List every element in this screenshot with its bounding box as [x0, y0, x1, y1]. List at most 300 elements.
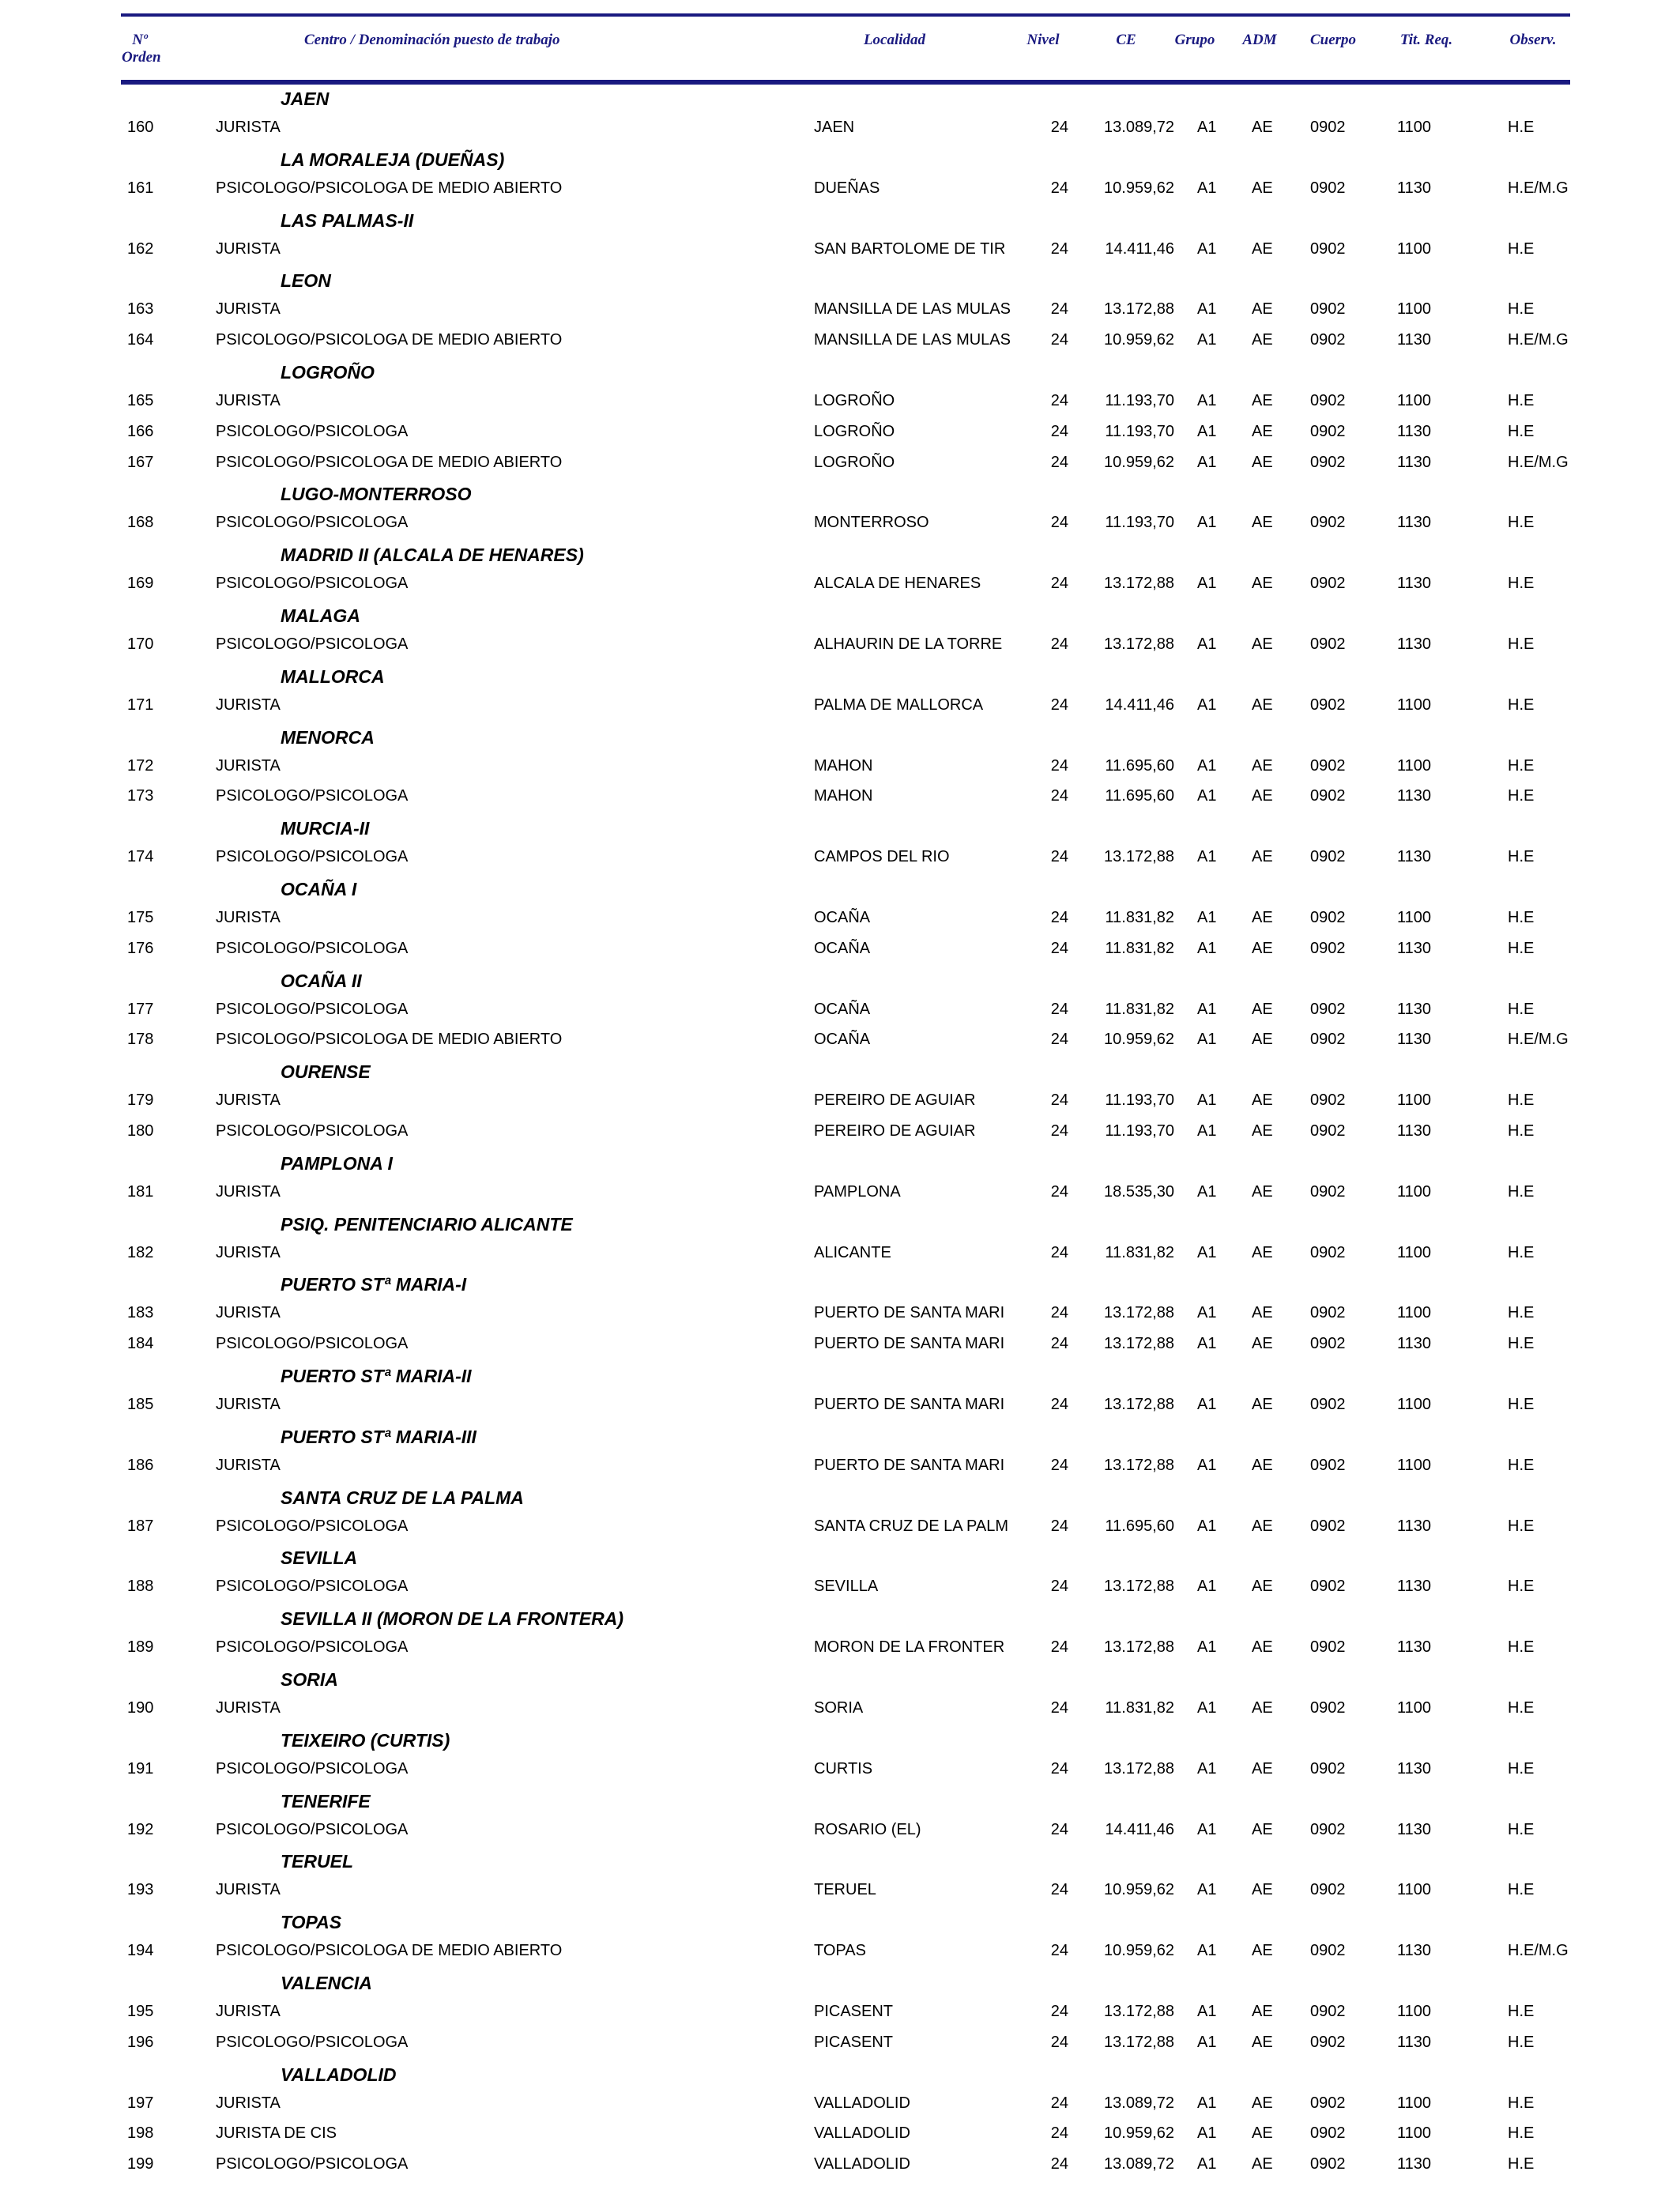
- center-name: LOGROÑO: [281, 362, 375, 383]
- adm-cell: AE: [1252, 939, 1273, 957]
- ce-cell: 13.172,88: [1104, 300, 1174, 319]
- adm-cell: AE: [1252, 575, 1273, 593]
- denominacion-cell: PSICOLOGO/PSICOLOGA DE MEDIO ABIERTO: [216, 1942, 563, 1960]
- tit-req-cell: 1100: [1397, 756, 1432, 775]
- center-name: OCAÑA I: [281, 879, 357, 899]
- nivel-cell: 24: [1050, 575, 1068, 593]
- observ-cell: H.E: [1508, 392, 1535, 409]
- observ-cell: H.E/M.G: [1508, 331, 1569, 349]
- ce-cell: 13.172,88: [1104, 1456, 1174, 1474]
- cuerpo-cell: 0902: [1310, 1335, 1346, 1353]
- orden-number: 191: [127, 1759, 154, 1777]
- orden-number: 162: [127, 239, 154, 258]
- tit-req-cell: 1100: [1397, 119, 1432, 136]
- nivel-cell: 24: [1050, 119, 1068, 136]
- nivel-cell: 24: [1050, 2124, 1068, 2143]
- nivel-cell: 24: [1050, 1456, 1068, 1474]
- adm-cell: AE: [1252, 1699, 1273, 1717]
- cuerpo-cell: 0902: [1310, 1638, 1346, 1657]
- ce-cell: 11.831,82: [1105, 1243, 1174, 1261]
- grupo-cell: A1: [1197, 1699, 1217, 1717]
- denominacion-cell: JURISTA: [216, 1243, 281, 1261]
- orden-number: 179: [127, 1091, 154, 1110]
- tit-req-cell: 1130: [1397, 1578, 1432, 1596]
- grupo-cell: A1: [1197, 696, 1217, 714]
- grupo-cell: A1: [1197, 1182, 1217, 1201]
- denominacion-cell: JURISTA: [216, 696, 281, 714]
- observ-cell: H.E: [1508, 2094, 1535, 2112]
- cuerpo-cell: 0902: [1310, 1820, 1346, 1838]
- orden-number: 195: [127, 2003, 154, 2020]
- nivel-cell: 24: [1050, 2033, 1068, 2051]
- grupo-cell: A1: [1197, 909, 1217, 926]
- adm-cell: AE: [1252, 635, 1273, 653]
- observ-cell: H.E: [1508, 848, 1535, 866]
- denominacion-cell: JURISTA: [216, 1881, 281, 1899]
- denominacion-cell: PSICOLOGO/PSICOLOGA: [216, 2155, 409, 2173]
- grupo-cell: A1: [1197, 635, 1217, 653]
- adm-cell: AE: [1252, 1942, 1273, 1960]
- grupo-cell: A1: [1197, 392, 1217, 409]
- denominacion-cell: PSICOLOGO/PSICOLOGA DE MEDIO ABIERTO: [216, 453, 563, 471]
- ce-cell: 11.831,82: [1105, 1000, 1174, 1018]
- nivel-cell: 24: [1050, 1091, 1068, 1110]
- localidad-cell: PUERTO DE SANTA MARI: [814, 1304, 1005, 1322]
- header-tit-req: Tit. Req.: [1399, 32, 1453, 48]
- adm-cell: AE: [1252, 239, 1273, 258]
- ce-cell: 11.831,82: [1105, 939, 1174, 957]
- localidad-cell: OCAÑA: [814, 1031, 871, 1049]
- localidad-cell: LOGROÑO: [814, 422, 895, 440]
- localidad-cell: SAN BARTOLOME DE TIR: [814, 239, 1006, 258]
- adm-cell: AE: [1252, 1243, 1273, 1261]
- cuerpo-cell: 0902: [1310, 239, 1346, 258]
- cuerpo-cell: 0902: [1310, 2094, 1346, 2112]
- observ-cell: H.E: [1508, 1243, 1535, 1261]
- tit-req-cell: 1130: [1397, 179, 1432, 197]
- observ-cell: H.E: [1508, 1638, 1535, 1657]
- localidad-cell: VALLADOLID: [814, 2155, 910, 2173]
- orden-number: 189: [127, 1638, 154, 1657]
- localidad-cell: TERUEL: [814, 1881, 876, 1899]
- observ-cell: H.E/M.G: [1508, 1942, 1569, 1960]
- nivel-cell: 24: [1050, 453, 1068, 471]
- cuerpo-cell: 0902: [1310, 1182, 1346, 1201]
- orden-number: 194: [127, 1942, 154, 1960]
- observ-cell: H.E: [1508, 514, 1535, 532]
- tit-req-cell: 1100: [1397, 1091, 1432, 1110]
- denominacion-cell: PSICOLOGO/PSICOLOGA DE MEDIO ABIERTO: [216, 331, 563, 349]
- localidad-cell: PUERTO DE SANTA MARI: [814, 1456, 1005, 1474]
- center-name: OURENSE: [281, 1061, 371, 1083]
- tit-req-cell: 1130: [1397, 422, 1432, 440]
- denominacion-cell: PSICOLOGO/PSICOLOGA DE MEDIO ABIERTO: [216, 179, 563, 197]
- orden-number: 171: [127, 696, 154, 714]
- ce-cell: 13.172,88: [1104, 848, 1174, 866]
- tit-req-cell: 1130: [1397, 848, 1432, 866]
- grupo-cell: A1: [1197, 1122, 1217, 1140]
- ce-cell: 11.193,70: [1105, 514, 1174, 532]
- localidad-cell: CAMPOS DEL RIO: [814, 848, 950, 866]
- observ-cell: H.E: [1508, 787, 1535, 805]
- adm-cell: AE: [1252, 1122, 1273, 1140]
- grupo-cell: A1: [1197, 2124, 1217, 2143]
- adm-cell: AE: [1252, 1000, 1273, 1018]
- nivel-cell: 24: [1050, 392, 1068, 409]
- adm-cell: AE: [1252, 1517, 1273, 1535]
- nivel-cell: 24: [1050, 1000, 1068, 1018]
- nivel-cell: 24: [1050, 1243, 1068, 1261]
- localidad-cell: PICASENT: [814, 2033, 894, 2051]
- ce-cell: 11.831,82: [1105, 909, 1174, 926]
- denominacion-cell: JURISTA: [216, 392, 281, 409]
- tit-req-cell: 1100: [1397, 2124, 1432, 2143]
- localidad-cell: SORIA: [814, 1699, 864, 1717]
- center-name: LUGO-MONTERROSO: [281, 484, 472, 505]
- orden-number: 174: [127, 848, 154, 866]
- cuerpo-cell: 0902: [1310, 392, 1346, 409]
- cuerpo-cell: 0902: [1310, 331, 1346, 349]
- denominacion-cell: PSICOLOGO/PSICOLOGA DE MEDIO ABIERTO: [216, 1031, 563, 1049]
- nivel-cell: 24: [1050, 756, 1068, 775]
- grupo-cell: A1: [1197, 453, 1217, 471]
- ce-cell: 14.411,46: [1105, 696, 1174, 714]
- tit-req-cell: 1100: [1397, 392, 1432, 409]
- observ-cell: H.E: [1508, 2155, 1535, 2173]
- center-name: MALAGA: [281, 605, 360, 626]
- header-observ: Observ.: [1509, 32, 1557, 48]
- orden-number: 176: [127, 939, 154, 957]
- localidad-cell: ALCALA DE HENARES: [814, 575, 981, 593]
- center-name: TERUEL: [281, 1851, 353, 1872]
- center-name: VALENCIA: [281, 1973, 372, 1993]
- tit-req-cell: 1100: [1397, 1182, 1432, 1201]
- ce-cell: 13.172,88: [1104, 1759, 1174, 1777]
- localidad-cell: JAEN: [814, 119, 855, 136]
- cuerpo-cell: 0902: [1310, 1759, 1346, 1777]
- denominacion-cell: PSICOLOGO/PSICOLOGA: [216, 514, 409, 532]
- grupo-cell: A1: [1197, 1517, 1217, 1535]
- center-name: SEVILLA II (MORON DE LA FRONTERA): [281, 1608, 624, 1630]
- localidad-cell: ROSARIO (EL): [814, 1820, 921, 1838]
- adm-cell: AE: [1252, 696, 1273, 714]
- localidad-cell: TOPAS: [814, 1942, 866, 1960]
- orden-number: 175: [127, 909, 154, 926]
- header-denominacion: Centro / Denominación puesto de trabajo: [304, 32, 560, 48]
- cuerpo-cell: 0902: [1310, 1304, 1346, 1322]
- tit-req-cell: 1130: [1397, 2033, 1432, 2051]
- header-orden-line1: Nº: [132, 32, 148, 48]
- ce-cell: 10.959,62: [1104, 179, 1174, 197]
- tit-req-cell: 1130: [1397, 1335, 1432, 1353]
- adm-cell: AE: [1252, 514, 1273, 532]
- nivel-cell: 24: [1050, 2155, 1068, 2173]
- observ-cell: H.E: [1508, 696, 1535, 714]
- adm-cell: AE: [1252, 331, 1273, 349]
- orden-number: 197: [127, 2094, 154, 2112]
- adm-cell: AE: [1252, 300, 1273, 319]
- orden-number: 167: [127, 453, 154, 471]
- denominacion-cell: PSICOLOGO/PSICOLOGA: [216, 1759, 409, 1777]
- nivel-cell: 24: [1050, 1031, 1068, 1049]
- grupo-cell: A1: [1197, 2033, 1217, 2051]
- grupo-cell: A1: [1197, 1335, 1217, 1353]
- ce-cell: 18.535,30: [1104, 1182, 1174, 1201]
- cuerpo-cell: 0902: [1310, 422, 1346, 440]
- tit-req-cell: 1130: [1397, 1122, 1432, 1140]
- grupo-cell: A1: [1197, 1243, 1217, 1261]
- header-cuerpo: Cuerpo: [1309, 32, 1357, 48]
- grupo-cell: A1: [1197, 1759, 1217, 1777]
- tit-req-cell: 1130: [1397, 1000, 1432, 1018]
- adm-cell: AE: [1252, 1335, 1273, 1353]
- localidad-cell: VALLADOLID: [814, 2094, 910, 2112]
- nivel-cell: 24: [1050, 848, 1068, 866]
- orden-number: 183: [127, 1304, 154, 1322]
- grupo-cell: A1: [1197, 1881, 1217, 1899]
- nivel-cell: 24: [1050, 2003, 1068, 2020]
- denominacion-cell: JURISTA: [216, 119, 281, 136]
- tit-req-cell: 1130: [1397, 1759, 1432, 1777]
- adm-cell: AE: [1252, 2094, 1273, 2112]
- tit-req-cell: 1100: [1397, 300, 1432, 319]
- ce-cell: 14.411,46: [1105, 1820, 1174, 1838]
- adm-cell: AE: [1252, 1031, 1273, 1049]
- observ-cell: H.E: [1508, 1456, 1535, 1474]
- denominacion-cell: PSICOLOGO/PSICOLOGA: [216, 848, 409, 866]
- adm-cell: AE: [1252, 2003, 1273, 2020]
- orden-number: 181: [127, 1182, 154, 1201]
- tit-req-cell: 1100: [1397, 1881, 1432, 1899]
- ce-cell: 11.193,70: [1105, 392, 1174, 409]
- localidad-cell: OCAÑA: [814, 1000, 871, 1018]
- observ-cell: H.E: [1508, 2033, 1535, 2051]
- nivel-cell: 24: [1050, 1122, 1068, 1140]
- denominacion-cell: JURISTA: [216, 239, 281, 258]
- ce-cell: 10.959,62: [1104, 331, 1174, 349]
- observ-cell: H.E: [1508, 1578, 1535, 1596]
- cuerpo-cell: 0902: [1310, 1517, 1346, 1535]
- cuerpo-cell: 0902: [1310, 2155, 1346, 2173]
- denominacion-cell: JURISTA: [216, 2094, 281, 2112]
- orden-number: 198: [127, 2124, 154, 2143]
- ce-cell: 13.172,88: [1104, 1396, 1174, 1413]
- denominacion-cell: PSICOLOGO/PSICOLOGA: [216, 635, 409, 653]
- orden-number: 190: [127, 1699, 154, 1717]
- tit-req-cell: 1130: [1397, 2155, 1432, 2173]
- orden-number: 182: [127, 1243, 154, 1261]
- ce-cell: 11.695,60: [1105, 1517, 1174, 1535]
- localidad-cell: MORON DE LA FRONTER: [814, 1638, 1005, 1657]
- localidad-cell: SEVILLA: [814, 1578, 879, 1596]
- nivel-cell: 24: [1050, 1699, 1068, 1717]
- ce-cell: 13.089,72: [1104, 2155, 1174, 2173]
- tit-req-cell: 1130: [1397, 1031, 1432, 1049]
- adm-cell: AE: [1252, 1759, 1273, 1777]
- ce-cell: 11.193,70: [1105, 422, 1174, 440]
- localidad-cell: PUERTO DE SANTA MARI: [814, 1335, 1005, 1353]
- orden-number: 188: [127, 1578, 154, 1596]
- grupo-cell: A1: [1197, 787, 1217, 805]
- localidad-cell: LOGROÑO: [814, 453, 895, 471]
- grupo-cell: A1: [1197, 1031, 1217, 1049]
- cuerpo-cell: 0902: [1310, 514, 1346, 532]
- denominacion-cell: JURISTA: [216, 1091, 281, 1110]
- ce-cell: 11.193,70: [1105, 1122, 1174, 1140]
- observ-cell: H.E: [1508, 635, 1535, 653]
- cuerpo-cell: 0902: [1310, 1122, 1346, 1140]
- cuerpo-cell: 0902: [1310, 119, 1346, 136]
- denominacion-cell: PSICOLOGO/PSICOLOGA: [216, 575, 409, 593]
- orden-number: 184: [127, 1335, 154, 1353]
- header-localidad: Localidad: [863, 32, 926, 48]
- adm-cell: AE: [1252, 2033, 1273, 2051]
- ce-cell: 13.089,72: [1104, 119, 1174, 136]
- tit-req-cell: 1130: [1397, 939, 1432, 957]
- observ-cell: H.E: [1508, 2003, 1535, 2020]
- localidad-cell: PAMPLONA: [814, 1182, 901, 1201]
- cuerpo-cell: 0902: [1310, 2124, 1346, 2143]
- grupo-cell: A1: [1197, 1396, 1217, 1413]
- tit-req-cell: 1130: [1397, 1942, 1432, 1960]
- tit-req-cell: 1100: [1397, 1304, 1432, 1322]
- nivel-cell: 24: [1050, 2094, 1068, 2112]
- header-nivel: Nivel: [1026, 32, 1060, 48]
- cuerpo-cell: 0902: [1310, 1881, 1346, 1899]
- grupo-cell: A1: [1197, 939, 1217, 957]
- center-name: LEON: [281, 270, 331, 292]
- orden-number: 160: [127, 119, 154, 136]
- center-name: JAEN: [281, 89, 330, 109]
- grupo-cell: A1: [1197, 119, 1217, 136]
- nivel-cell: 24: [1050, 1638, 1068, 1657]
- cuerpo-cell: 0902: [1310, 300, 1346, 319]
- localidad-cell: MONTERROSO: [814, 514, 929, 532]
- localidad-cell: MANSILLA DE LAS MULAS: [814, 331, 1011, 349]
- nivel-cell: 24: [1050, 300, 1068, 319]
- nivel-cell: 24: [1050, 1396, 1068, 1413]
- nivel-cell: 24: [1050, 239, 1068, 258]
- ce-cell: 13.172,88: [1104, 1304, 1174, 1322]
- localidad-cell: PICASENT: [814, 2003, 894, 2020]
- denominacion-cell: PSICOLOGO/PSICOLOGA: [216, 1820, 409, 1838]
- ce-cell: 11.831,82: [1105, 1699, 1174, 1717]
- denominacion-cell: PSICOLOGO/PSICOLOGA: [216, 1000, 409, 1018]
- adm-cell: AE: [1252, 453, 1273, 471]
- localidad-cell: VALLADOLID: [814, 2124, 910, 2143]
- ce-cell: 13.172,88: [1104, 575, 1174, 593]
- denominacion-cell: PSICOLOGO/PSICOLOGA: [216, 1335, 409, 1353]
- denominacion-cell: JURISTA: [216, 1182, 281, 1201]
- center-name: TENERIFE: [281, 1790, 371, 1811]
- nivel-cell: 24: [1050, 939, 1068, 957]
- grupo-cell: A1: [1197, 1091, 1217, 1110]
- orden-number: 165: [127, 392, 154, 409]
- ce-cell: 13.172,88: [1104, 635, 1174, 653]
- orden-number: 170: [127, 635, 154, 653]
- adm-cell: AE: [1252, 119, 1273, 136]
- cuerpo-cell: 0902: [1310, 909, 1346, 926]
- center-name: VALLADOLID: [281, 2064, 397, 2085]
- localidad-cell: MAHON: [814, 756, 873, 775]
- observ-cell: H.E/M.G: [1508, 179, 1569, 197]
- denominacion-cell: PSICOLOGO/PSICOLOGA: [216, 1578, 409, 1596]
- nivel-cell: 24: [1050, 1182, 1068, 1201]
- header-ce: CE: [1116, 32, 1136, 48]
- cuerpo-cell: 0902: [1310, 787, 1346, 805]
- cuerpo-cell: 0902: [1310, 453, 1346, 471]
- grupo-cell: A1: [1197, 422, 1217, 440]
- nivel-cell: 24: [1050, 1942, 1068, 1960]
- center-name: LAS PALMAS-II: [281, 209, 414, 231]
- cuerpo-cell: 0902: [1310, 1456, 1346, 1474]
- ce-cell: 10.959,62: [1104, 1031, 1174, 1049]
- denominacion-cell: JURISTA: [216, 2003, 281, 2020]
- cuerpo-cell: 0902: [1310, 1031, 1346, 1049]
- localidad-cell: PEREIRO DE AGUIAR: [814, 1091, 976, 1110]
- localidad-cell: DUEÑAS: [814, 179, 880, 197]
- center-name: SORIA: [281, 1669, 338, 1690]
- adm-cell: AE: [1252, 909, 1273, 926]
- tit-req-cell: 1130: [1397, 787, 1432, 805]
- observ-cell: H.E: [1508, 756, 1535, 775]
- nivel-cell: 24: [1050, 696, 1068, 714]
- tit-req-cell: 1130: [1397, 1638, 1432, 1657]
- observ-cell: H.E/M.G: [1508, 1031, 1569, 1049]
- grupo-cell: A1: [1197, 2094, 1217, 2112]
- center-name: MURCIA-II: [281, 818, 370, 839]
- center-name: OCAÑA II: [281, 970, 362, 991]
- observ-cell: H.E: [1508, 119, 1535, 136]
- observ-cell: H.E: [1508, 909, 1535, 926]
- nivel-cell: 24: [1050, 422, 1068, 440]
- localidad-cell: PEREIRO DE AGUIAR: [814, 1122, 976, 1140]
- cuerpo-cell: 0902: [1310, 696, 1346, 714]
- tit-req-cell: 1100: [1397, 1243, 1432, 1261]
- ce-cell: 11.695,60: [1105, 787, 1174, 805]
- adm-cell: AE: [1252, 1304, 1273, 1322]
- orden-number: 161: [127, 179, 154, 197]
- observ-cell: H.E/M.G: [1508, 453, 1569, 471]
- center-name: PUERTO STª MARIA-II: [281, 1366, 472, 1386]
- orden-number: 192: [127, 1820, 154, 1838]
- observ-cell: H.E: [1508, 1517, 1535, 1535]
- observ-cell: H.E: [1508, 1699, 1535, 1717]
- denominacion-cell: JURISTA: [216, 909, 281, 926]
- orden-number: 187: [127, 1517, 154, 1535]
- ce-cell: 14.411,46: [1105, 239, 1174, 258]
- adm-cell: AE: [1252, 1578, 1273, 1596]
- grupo-cell: A1: [1197, 2003, 1217, 2020]
- cuerpo-cell: 0902: [1310, 756, 1346, 775]
- adm-cell: AE: [1252, 392, 1273, 409]
- orden-number: 172: [127, 756, 154, 775]
- orden-number: 164: [127, 331, 154, 349]
- cuerpo-cell: 0902: [1310, 848, 1346, 866]
- grupo-cell: A1: [1197, 1000, 1217, 1018]
- nivel-cell: 24: [1050, 331, 1068, 349]
- center-name: LA MORALEJA (DUEÑAS): [281, 149, 505, 170]
- header-grupo: Grupo: [1174, 32, 1215, 48]
- denominacion-cell: JURISTA: [216, 1396, 281, 1413]
- center-name: MENORCA: [281, 726, 375, 748]
- observ-cell: H.E: [1508, 422, 1535, 440]
- grupo-cell: A1: [1197, 331, 1217, 349]
- observ-cell: H.E: [1508, 1759, 1535, 1777]
- nivel-cell: 24: [1050, 514, 1068, 532]
- observ-cell: H.E: [1508, 2124, 1535, 2143]
- denominacion-cell: JURISTA DE CIS: [216, 2124, 337, 2143]
